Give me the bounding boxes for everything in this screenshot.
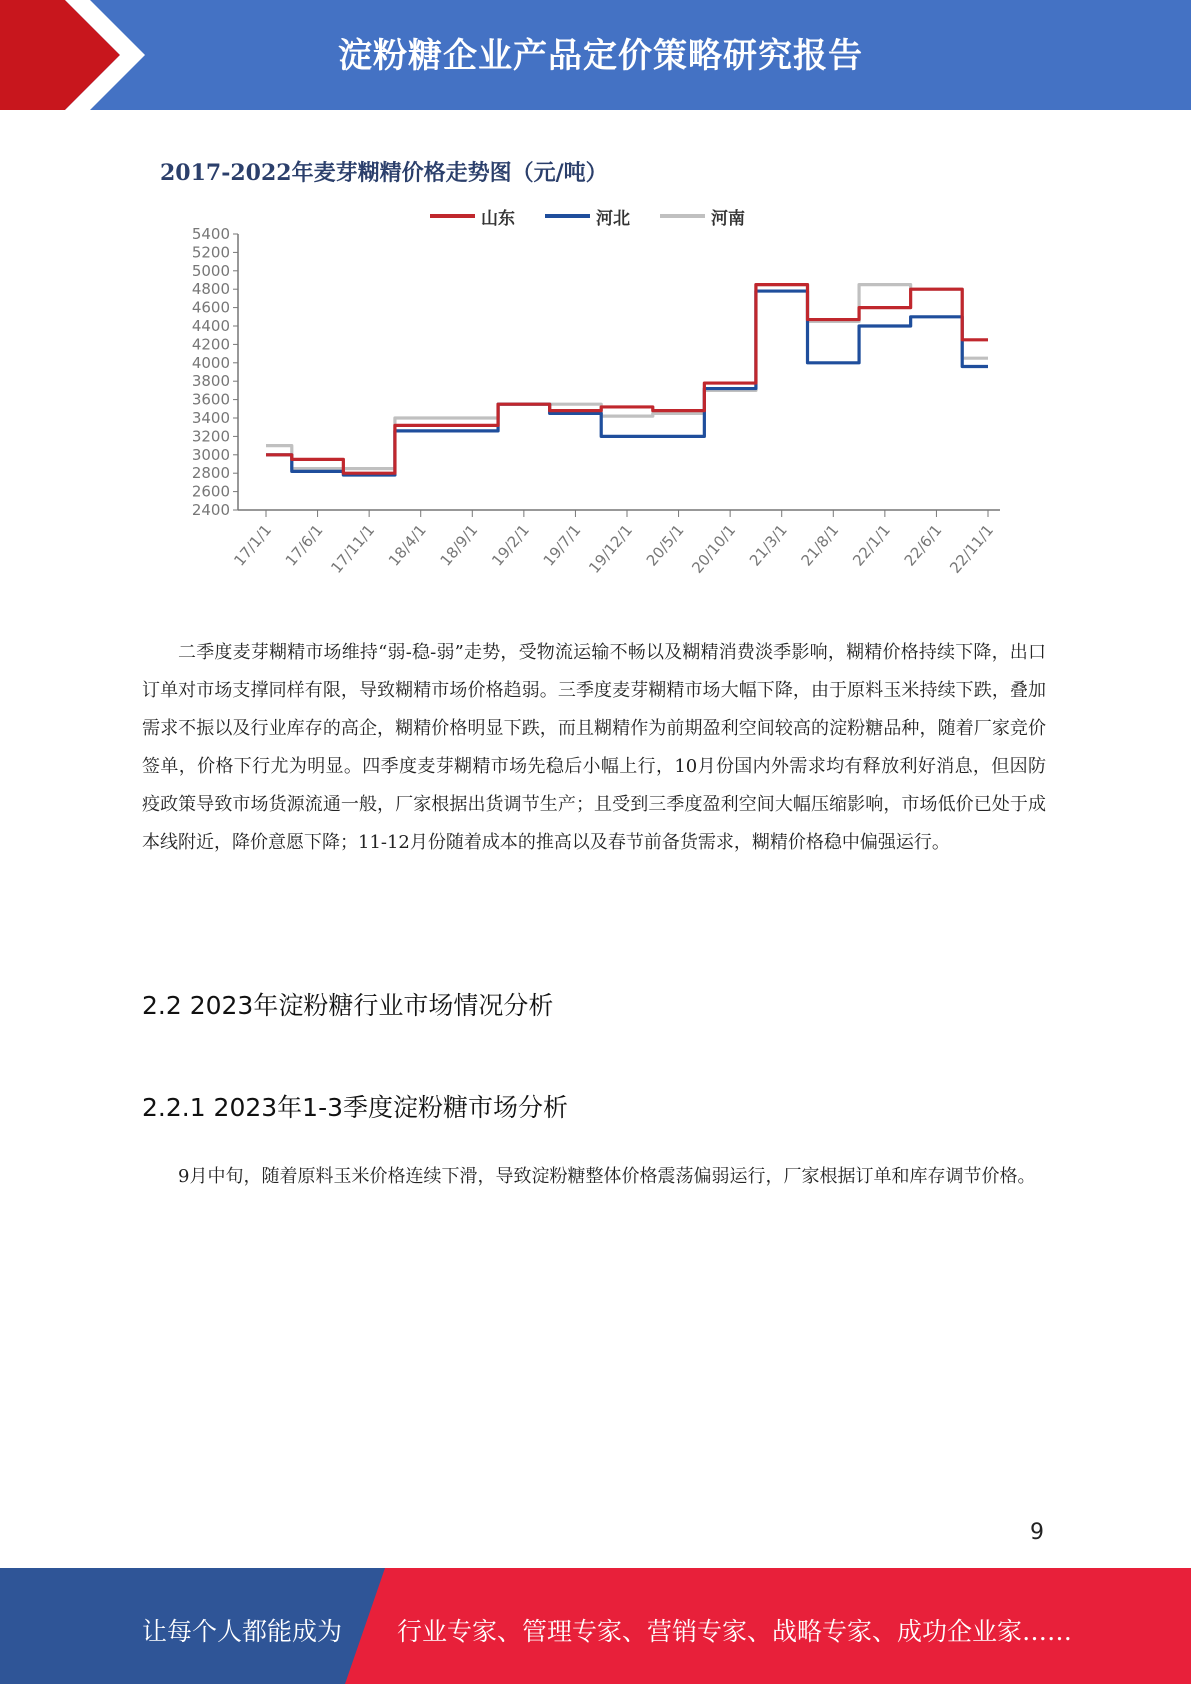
x-tick-label: 22/11/1 [946,521,998,577]
legend-swatch [660,214,705,218]
x-tick-label: 21/8/1 [797,521,843,570]
x-tick-label: 17/6/1 [281,521,327,570]
y-tick-label: 4800 [191,280,230,299]
x-tick-label: 19/2/1 [488,521,533,570]
chart-title: 2017-2022年麦芽糊精价格走势图（元/吨） [160,160,608,186]
x-tick-label: 22/1/1 [849,521,894,570]
page-header-banner [0,0,1191,110]
y-tick-label: 3800 [191,372,230,391]
chart-legend [430,206,775,229]
y-tick-label: 3200 [191,427,230,446]
x-tick-label: 21/3/1 [745,521,791,570]
section-heading-2-2: 2.2 2023年淀粉糖行业市场情况分析 [142,991,554,1020]
legend-item-hebei [545,204,630,229]
x-tick-label: 20/5/1 [642,521,688,570]
footer-slogan-left: 让每个人都能成为 [142,1617,343,1646]
page-number: 9 [1030,1520,1044,1545]
x-tick-label: 18/4/1 [384,521,430,570]
paragraph-dextrin-market: 二季度麦芽糊精市场维持“弱-稳-弱”走势，受物流运输不畅以及糊精消费淡季影响，糊精价格持续下降，出口订单对市场支撑同样有限，导致糊精市场价格趋弱。三季度麦芽糊精市场大幅下降，由于原料玉米持续下跌，叠加需求不振以及行业库存的高企，糊精价格明显下跌，而且糊精作为前期盈利空间较高的淀粉糖品种，随着厂家竞价签单，价格下行尤为明显。四季度麦芽糊精市场先稳后小幅上行，10月份国内外需求均有释放利好消息，但因防疫政策导致市场货源流通一般，厂家根据出货调节生产；且受到三季度盈利空间大幅压缩影响，市场低价已处于成本线附近，降价意愿下降；11-12月份随着成本的推高以及春节前备货需求，糊精价格稳中偏强运行。 [142,642,1046,853]
y-tick-label: 2600 [191,482,230,501]
legend-item-henan [660,204,745,229]
legend-label: 河北 [596,208,630,229]
footer-slogan-right: 行业专家、管理专家、营销专家、战略专家、成功企业家…… [397,1617,1073,1646]
report-title: 淀粉糖企业产品定价策略研究报告 [338,36,863,76]
y-tick-label: 2400 [191,501,230,519]
section-heading-2-2-1: 2.2.1 2023年1-3季度淀粉糖市场分析 [142,1093,569,1122]
y-tick-label: 3000 [191,445,230,464]
y-tick-label: 3600 [191,390,230,409]
legend-label: 山东 [481,208,515,229]
series-line-shandong [266,285,988,474]
legend-item-shandong [430,204,515,229]
y-tick-label: 4400 [191,317,230,335]
y-tick-label: 4200 [191,335,230,354]
legend-swatch [545,214,590,218]
x-tick-label: 22/6/1 [900,521,946,570]
y-tick-label: 3400 [191,409,230,427]
x-tick-label: 17/1/1 [230,521,276,570]
x-tick-label: 20/10/1 [688,521,740,577]
y-tick-label: 5400 [191,225,230,243]
price-trend-chart [148,148,1028,618]
series-line-henan [266,285,988,469]
paragraph-september-market: 9月中旬，随着原料玉米价格连续下滑，导致淀粉糖整体价格震荡偏弱运行，厂家根据订单和库存调节价格。 [178,1166,1036,1187]
series-line-hebei [266,291,988,475]
x-tick-label: 19/12/1 [585,521,637,577]
x-tick-label: 19/7/1 [539,521,585,570]
x-tick-label: 18/9/1 [436,521,482,570]
y-tick-label: 5000 [191,261,230,280]
y-tick-label: 4000 [191,353,230,372]
legend-swatch [430,214,475,218]
y-tick-label: 5200 [191,243,230,262]
x-tick-label: 17/11/1 [327,521,379,577]
legend-label: 河南 [711,208,745,229]
y-tick-label: 4600 [191,298,230,317]
y-tick-label: 2800 [191,464,230,483]
